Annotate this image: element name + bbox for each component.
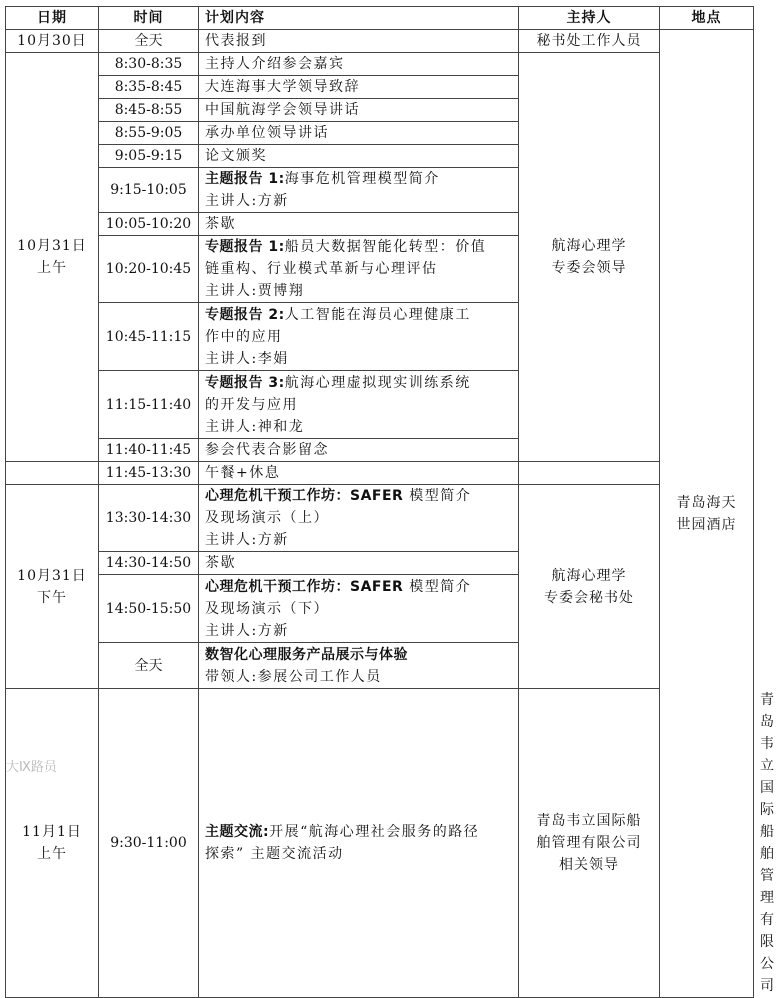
report-topic-cont: 链重构、行业模式革新与心理评估 xyxy=(205,261,438,277)
report-topic: 人工智能在海员心理健康工 xyxy=(284,306,471,323)
workshop-title xyxy=(205,576,512,598)
host-line: 舶管理有限公司 xyxy=(536,835,642,851)
content-cell xyxy=(199,303,519,371)
report-label: 专题报告 2: xyxy=(205,306,285,323)
time-cell: 全天 xyxy=(99,30,199,53)
date-oct31-pm xyxy=(6,485,99,689)
time-cell: 9:30-11:00 xyxy=(99,689,199,998)
date-oct30: 10月30日 xyxy=(6,30,99,53)
table-row xyxy=(6,485,754,552)
content-cell xyxy=(199,643,519,689)
speaker: 主讲人:方新 xyxy=(205,532,289,548)
content-cell: 茶歇 xyxy=(199,213,519,236)
report-label: 专题报告 3: xyxy=(205,374,285,391)
report-topic: 海事危机管理模型简介 xyxy=(284,171,440,187)
content-cell: 承办单位领导讲话 xyxy=(199,122,519,145)
host-oct31-pm xyxy=(519,485,660,689)
report-title xyxy=(205,372,512,394)
content-cell xyxy=(199,371,519,439)
time-cell: 14:50-15:50 xyxy=(99,575,199,643)
workshop-label: 心理危机干预工作坊：SAFER xyxy=(205,488,404,504)
table-row xyxy=(6,53,754,76)
header-row xyxy=(6,7,754,30)
date-nov1-am xyxy=(6,689,99,998)
time-cell: 10:45-11:15 xyxy=(99,303,199,371)
host-line: 专委会秘书处 xyxy=(544,589,634,606)
time-cell: 9:15-10:05 xyxy=(99,168,199,213)
time-cell: 11:15-11:40 xyxy=(99,371,199,439)
content-cell: 主持人介绍参会嘉宾 xyxy=(199,53,519,76)
report-title xyxy=(205,304,512,326)
content-cell xyxy=(199,168,519,213)
date-line: 下午 xyxy=(37,589,67,606)
date-line: 上午 xyxy=(37,260,67,276)
speaker: 主讲人:李娟 xyxy=(205,350,289,367)
content-cell: 中国航海学会领导讲话 xyxy=(199,99,519,122)
report-topic: 船员大数据智能化转型：价值 xyxy=(284,239,487,255)
time-cell: 14:30-14:50 xyxy=(99,552,199,575)
host-oct30: 秘书处工作人员 xyxy=(519,30,660,53)
exchange-topic: 开展“航海心理社会服务的路径 xyxy=(269,824,480,840)
header-host: 主持人 xyxy=(519,7,660,30)
content-cell: 论文颁奖 xyxy=(199,145,519,168)
time-cell: 8:45-8:55 xyxy=(99,99,199,122)
empty-host-cell xyxy=(519,462,660,485)
host-nov1 xyxy=(519,689,660,998)
content-cell: 参会代表合影留念 xyxy=(199,439,519,462)
time-cell: 13:30-14:30 xyxy=(99,485,199,552)
host-line: 青岛韦立国际船 xyxy=(536,813,642,829)
exhibit-leader: 带领人:参展公司工作人员 xyxy=(205,668,382,685)
content-cell xyxy=(199,575,519,643)
content-cell: 茶歇 xyxy=(199,552,519,575)
header-date: 日期 xyxy=(6,7,99,30)
report-title xyxy=(205,168,512,190)
date-line: 上午 xyxy=(37,846,67,862)
workshop-topic: 模型简介 xyxy=(403,578,472,595)
content-cell xyxy=(199,689,519,998)
exhibit-title: 数智化心理服务产品展示与体验 xyxy=(205,646,408,663)
report-label: 专题报告 1: xyxy=(205,239,285,255)
report-title xyxy=(205,236,512,258)
workshop-title xyxy=(205,485,512,507)
place-main-line2: 世园酒店 xyxy=(676,516,737,533)
watermark: 大Ⅸ路员 xyxy=(6,760,57,775)
header-place: 地点 xyxy=(660,7,754,30)
date-line: 10月31日 xyxy=(17,567,87,584)
content-cell: 午餐+休息 xyxy=(199,462,519,485)
host-line: 专委会领导 xyxy=(551,260,627,276)
content-cell xyxy=(199,485,519,552)
host-line: 航海心理学 xyxy=(551,238,627,254)
date-line: 11月1日 xyxy=(22,824,82,840)
host-line: 相关领导 xyxy=(559,857,619,873)
speaker: 主讲人:方新 xyxy=(205,622,289,639)
time-cell: 8:55-9:05 xyxy=(99,122,199,145)
content-cell: 大连海事大学领导致辞 xyxy=(199,76,519,99)
host-oct31-am xyxy=(519,53,660,462)
report-label: 主题报告 1: xyxy=(205,171,285,187)
speaker: 主讲人:方新 xyxy=(205,193,289,209)
workshop-topic-cont: 及现场演示（下） xyxy=(205,600,329,617)
workshop-topic: 模型简介 xyxy=(403,488,472,504)
exchange-title xyxy=(205,821,512,843)
time-cell: 9:05-9:15 xyxy=(99,145,199,168)
time-cell: 8:30-8:35 xyxy=(99,53,199,76)
time-cell: 全天 xyxy=(99,643,199,689)
workshop-topic-cont: 及现场演示（上） xyxy=(205,510,329,526)
content-cell xyxy=(199,236,519,303)
time-cell: 11:40-11:45 xyxy=(99,439,199,462)
report-topic: 航海心理虚拟现实训练系统 xyxy=(284,374,471,391)
schedule-table xyxy=(5,6,777,998)
place-main-line1: 青岛海天 xyxy=(676,494,737,511)
report-topic-cont: 的开发与应用 xyxy=(205,396,298,413)
place-main xyxy=(660,30,754,998)
date-line: 10月31日 xyxy=(17,238,87,254)
table-row xyxy=(6,30,754,53)
table-row xyxy=(6,462,754,485)
report-topic-cont: 作中的应用 xyxy=(205,328,283,345)
speaker: 主讲人:贾博翔 xyxy=(205,283,305,299)
date-oct31-am xyxy=(6,53,99,462)
speaker: 主讲人:神和龙 xyxy=(205,418,305,435)
time-cell: 11:45-13:30 xyxy=(99,462,199,485)
header-time: 时间 xyxy=(99,7,199,30)
exchange-label: 主题交流: xyxy=(205,824,270,840)
table-row: 11月1日 上午 9:30-11:00 主题交流:开展“航海心理社会服务的路径 探索” 主题交流活动 青岛韦立国际船 舶管理有限公司 相关领导 青岛韦立 国际船舶 管理有限 公司 xyxy=(6,689,754,998)
time-cell: 8:35-8:45 xyxy=(99,76,199,99)
time-cell: 10:05-10:20 xyxy=(99,213,199,236)
empty-date-cell xyxy=(6,462,99,485)
host-line: 航海心理学 xyxy=(551,567,627,584)
content-cell: 代表报到 xyxy=(199,30,519,53)
time-cell: 10:20-10:45 xyxy=(99,236,199,303)
header-content: 计划内容 xyxy=(199,7,519,30)
exchange-topic-cont: 探索” 主题交流活动 xyxy=(205,846,344,862)
workshop-label: 心理危机干预工作坊：SAFER xyxy=(205,578,404,595)
